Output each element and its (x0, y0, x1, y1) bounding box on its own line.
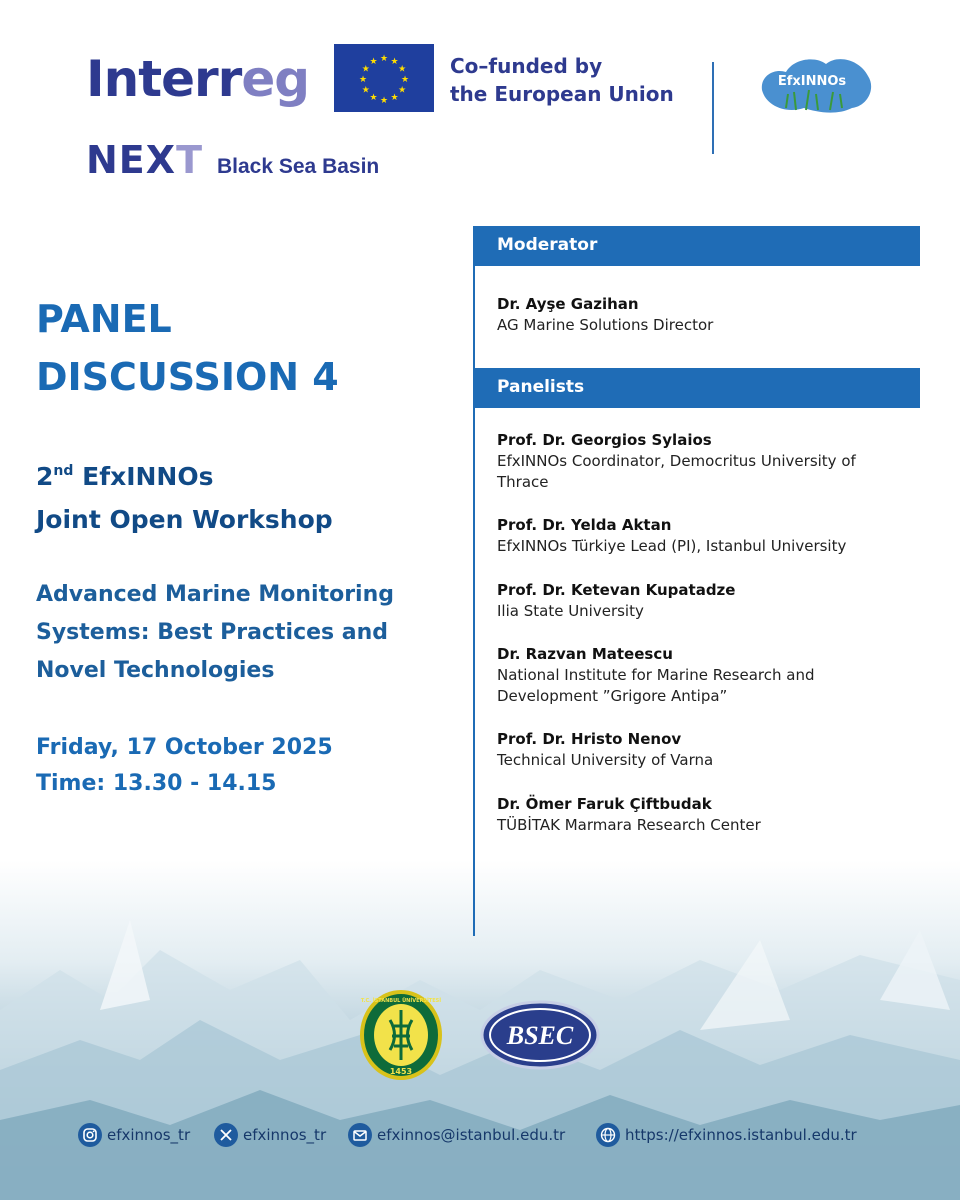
next-logo: NEXT (86, 138, 203, 182)
instagram-icon (78, 1123, 102, 1147)
eu-flag-icon (334, 44, 434, 112)
globe-icon (596, 1123, 620, 1147)
interreg-logo: Interreg (86, 50, 310, 108)
panelist-entry: Prof. Dr. Yelda Aktan EfxINNOs Türkiye Lead (PI), Istanbul University (497, 516, 847, 555)
svg-text:★: ★ (361, 85, 370, 96)
panelist-entry: Prof. Dr. Hristo Nenov Technical University of Varna (497, 730, 714, 769)
panelist-entry: Prof. Dr. Ketevan Kupatadze Ilia State University (497, 581, 736, 620)
svg-text:★: ★ (390, 56, 399, 67)
event-date: Friday, 17 October 2025 (36, 735, 333, 760)
moderator-entry: Dr. Ayşe Gazihan AG Marine Solutions Director (497, 295, 714, 334)
istanbul-university-logo (360, 990, 442, 1080)
bsec-logo (480, 1000, 600, 1070)
topic-title: Advanced Marine Monitoring Systems: Best Practices and Novel Technologies (36, 582, 395, 683)
mail-icon (348, 1123, 372, 1147)
svg-text:★: ★ (390, 93, 399, 104)
column-divider (473, 226, 475, 936)
svg-text:★: ★ (369, 56, 378, 67)
page-title: PANEL DISCUSSION 4 (36, 297, 339, 399)
black-sea-basin-label: Black Sea Basin (217, 155, 380, 178)
moderator-heading: Moderator (475, 226, 920, 266)
panelist-entry: Prof. Dr. Georgios Sylaios EfxINNOs Coordinator, Democritus University of Thrace (497, 431, 856, 491)
svg-text:BSEC: BSEC (506, 1021, 574, 1050)
cofunded-text: Co–funded by the European Union (450, 54, 674, 106)
event-time: Time: 13.30 - 14.15 (36, 771, 277, 796)
panelist-entry: Dr. Ömer Faruk Çiftbudak TÜBİTAK Marmara Research Center (497, 795, 761, 834)
workshop-title: 2nd EfxINNOs Joint Open Workshop (36, 462, 333, 534)
svg-text:★: ★ (361, 64, 370, 75)
instagram-link[interactable]: efxinnos_tr (78, 1122, 190, 1148)
x-icon (214, 1123, 238, 1147)
svg-text:★: ★ (369, 93, 378, 104)
svg-text:★: ★ (379, 96, 389, 106)
svg-text:1453: 1453 (389, 1067, 413, 1076)
website-link[interactable]: https://efxinnos.istanbul.edu.tr (596, 1122, 857, 1148)
panelist-entry: Dr. Razvan Mateescu National Institute for Marine Research and Development ”Grigore Antipa” (497, 645, 815, 705)
svg-text:★: ★ (398, 85, 407, 96)
header-divider (712, 62, 714, 154)
x-link[interactable]: efxinnos_tr (214, 1122, 326, 1148)
svg-text:★: ★ (358, 75, 368, 85)
email-link[interactable]: efxinnos@istanbul.edu.tr (348, 1122, 565, 1148)
svg-text:EfxINNOs: EfxINNOs (777, 74, 847, 89)
efxinnos-logo (756, 50, 876, 120)
svg-text:★: ★ (400, 75, 410, 85)
svg-text:T.C. İSTANBUL ÜNİVERSİTESİ: T.C. İSTANBUL ÜNİVERSİTESİ (360, 998, 442, 1004)
event-datetime (36, 730, 333, 802)
svg-text:★: ★ (398, 64, 407, 75)
svg-text:★: ★ (379, 54, 389, 64)
panelists-heading: Panelists (475, 368, 920, 408)
